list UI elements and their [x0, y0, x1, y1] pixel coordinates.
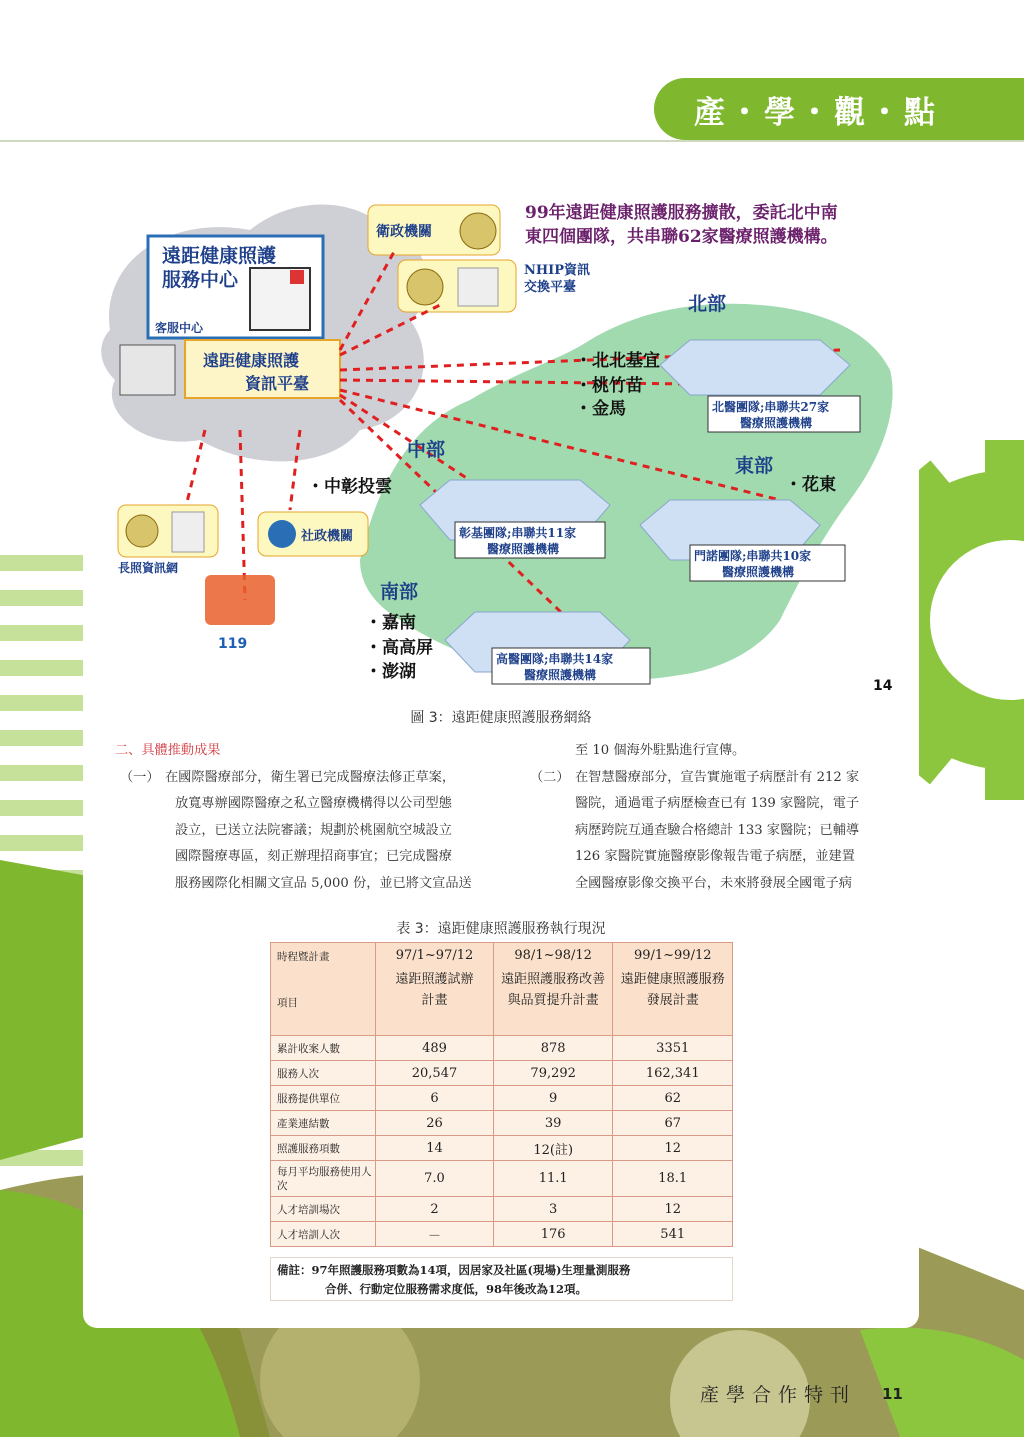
left-text-column: [115, 738, 495, 897]
region-south-area-2: ・高高屏: [365, 638, 433, 658]
table-row: [271, 1086, 733, 1111]
column-period: 97/1~97/12: [395, 948, 474, 963]
nhip-line2: 交換平臺: [524, 280, 577, 295]
table-corner-cell: [271, 943, 376, 1036]
table-cell: 26: [376, 1111, 494, 1136]
region-south-area-3: ・澎湖: [365, 662, 416, 682]
table-cell: 878: [493, 1036, 613, 1061]
table-cell: 3: [493, 1197, 613, 1222]
table-cell: －: [376, 1222, 494, 1247]
paragraph-line: 126 家醫院實施醫療影像報告電子病歷，並建置: [575, 849, 855, 864]
section-header-title: 產・學・觀・點: [694, 94, 939, 131]
central-team-line2: 醫療照護機構: [487, 542, 560, 556]
footer-publication-title: 產學合作特刊: [700, 1384, 857, 1406]
section-header-band: [654, 78, 1024, 140]
table-row: [271, 1111, 733, 1136]
table-cell: 2: [376, 1197, 494, 1222]
row-label: 累計收案人數: [271, 1036, 376, 1061]
row-label: 每月平均服務使用人次: [271, 1161, 376, 1197]
table-cell: 489: [376, 1036, 494, 1061]
table-row: [271, 1161, 733, 1197]
table-caption: 表 3：遠距健康照護服務執行現況: [396, 921, 606, 937]
east-team-line1: 門諾團隊;串聯共10家: [694, 549, 812, 563]
emergency-label: 119: [218, 636, 248, 652]
table-cell: 20,547: [376, 1061, 494, 1086]
footer-page-number: 11: [882, 1385, 903, 1403]
platform-line1: 遠距健康照護: [203, 351, 300, 370]
paragraph-line: 全國醫療影像交換平台，未來將發展全國電子病: [575, 875, 852, 891]
column-plan: 遠距健康照護服務發展計畫: [620, 972, 725, 1008]
server-icon: [172, 512, 204, 552]
row-label: 照護服務項數: [271, 1136, 376, 1161]
table-row: [271, 1197, 733, 1222]
note-line2: 合併、行動定位服務需求度低，98年後改為12項。: [325, 1282, 588, 1296]
figure-caption: 圖 3：遠距健康照護服務網絡: [410, 710, 592, 726]
paragraph-line: 服務國際化相關文宣品 5,000 份，並已將文宣品送: [175, 875, 472, 891]
column-header: [493, 943, 613, 1036]
row-label: 服務提供單位: [271, 1086, 376, 1111]
seal-icon: [407, 269, 443, 305]
table-row: [271, 1036, 733, 1061]
table-cell: 39: [493, 1111, 613, 1136]
paragraph-line: 設立，已送立法院審議；規劃於桃園航空城設立: [175, 822, 452, 838]
paragraph-line: 在智慧醫療部分，宣告實施電子病歷計有 212 家: [575, 769, 860, 785]
region-central-area-1: ・中彰投雲: [307, 477, 392, 497]
region-central-name: 中部: [407, 439, 446, 461]
table-cell: 7.0: [376, 1161, 494, 1197]
column-period: 99/1~99/12: [633, 948, 712, 963]
emergency-icon: [205, 575, 275, 625]
health-agency-label: 衛政機關: [376, 224, 432, 240]
row-label: 產業連結數: [271, 1111, 376, 1136]
table-cell: 67: [613, 1111, 733, 1136]
slide-number: 14: [873, 678, 893, 694]
table-cell: 12(註): [493, 1136, 613, 1161]
table-cell: 6: [376, 1086, 494, 1111]
table-cell: 162,341: [613, 1061, 733, 1086]
table-cell: 12: [613, 1136, 733, 1161]
right-text-column: [520, 738, 900, 897]
table-row: [271, 1061, 733, 1086]
seal-icon: [460, 213, 496, 249]
table-cell: 9: [493, 1086, 613, 1111]
table-row: [271, 1136, 733, 1161]
continued-line: 至 10 個海外駐點進行宣傳。: [575, 743, 746, 758]
table-cell: 11.1: [493, 1161, 613, 1197]
table-header-row: [271, 943, 733, 1036]
paragraph-one: [115, 765, 495, 898]
table-cell: 176: [493, 1222, 613, 1247]
table-cell: 3351: [613, 1036, 733, 1061]
region-north-area-2: ・桃竹苗: [575, 376, 643, 396]
social-agency-icon: [268, 520, 296, 548]
paragraph-two-label: （二）: [530, 769, 570, 785]
ltc-label: 長照資訊網: [118, 561, 179, 575]
region-south-area-1: ・嘉南: [365, 613, 416, 633]
server-icon: [120, 345, 175, 395]
header-rule: [0, 140, 1024, 142]
social-agency-label: 社政機關: [301, 529, 354, 544]
east-team-line2: 醫療照護機構: [722, 565, 795, 579]
nhip-line1: NHIP資訊: [524, 263, 591, 278]
seal-icon: [126, 515, 158, 547]
paragraph-line: 在國際醫療部分，衛生署已完成醫療法修正草案，: [165, 769, 456, 785]
central-team-line1: 彰基團隊;串聯共11家: [459, 526, 577, 540]
row-label: 服務人次: [271, 1061, 376, 1086]
north-hospital-hex: [660, 340, 850, 395]
table-note: [270, 1257, 733, 1301]
column-header: [376, 943, 494, 1036]
platform-line2: 資訊平臺: [245, 374, 310, 393]
region-north-area-1: ・北北基宜: [575, 351, 660, 371]
south-team-line2: 醫療照護機構: [524, 668, 597, 682]
region-east-area-1: ・花東: [785, 475, 836, 495]
table-cell: 79,292: [493, 1061, 613, 1086]
paragraph-one-label: （一）: [120, 769, 160, 785]
paragraph-two: [520, 765, 900, 898]
paragraph-line: 放寬專辦國際醫療之私立醫療機構得以公司型態: [175, 796, 452, 811]
corner-bottom-label: 項目: [277, 997, 298, 1009]
row-label: 人才培訓場次: [271, 1197, 376, 1222]
paragraph-line: 國際醫療專區，刻正辦理招商事宜；已完成醫療: [175, 849, 452, 864]
region-north-area-3: ・金馬: [575, 399, 626, 419]
customer-service-label: 客服中心: [155, 321, 204, 335]
service-stats-table: [270, 942, 733, 1247]
service-center-line1: 遠距健康照護: [162, 245, 277, 267]
column-period: 98/1~98/12: [514, 948, 592, 963]
corner-top-label: 時程暨計畫: [277, 951, 330, 963]
table-cell: 12: [613, 1197, 733, 1222]
column-plan: 遠距照護試辦計畫: [395, 972, 474, 1008]
column-header: [613, 943, 733, 1036]
note-line1: 備註：97年照護服務項數為14項，因居家及社區(現場)生理量測服務: [277, 1263, 631, 1277]
south-team-line1: 高醫團隊;串聯共14家: [496, 652, 614, 666]
table-row: [271, 1222, 733, 1247]
table-cell: 541: [613, 1222, 733, 1247]
table-cell: 14: [376, 1136, 494, 1161]
service-center-line2: 服務中心: [162, 269, 239, 291]
column-plan: 遠距照護服務改善與品質提升計畫: [501, 972, 606, 1008]
region-north-name: 北部: [688, 293, 727, 315]
figure-heading-line1: 99年遠距健康照護服務擴散，委託北中南: [525, 203, 838, 223]
region-south-name: 南部: [380, 581, 419, 603]
row-label: 人才培訓人次: [271, 1222, 376, 1247]
paragraph-line: 病歷跨院互通查驗合格總計 133 家醫院；已輔導: [575, 822, 860, 838]
section-title: 二、具體推動成果: [115, 743, 221, 758]
north-team-line1: 北醫團隊;串聯共27家: [712, 400, 830, 414]
network-diagram: [100, 190, 900, 700]
region-east-name: 東部: [735, 455, 774, 477]
table-cell: 62: [613, 1086, 733, 1111]
table-cell: 18.1: [613, 1161, 733, 1197]
figure-heading-line2: 東四個團隊，共串聯62家醫療照護機構。: [525, 227, 838, 247]
network-switch-icon: [458, 268, 498, 306]
paragraph-line: 醫院，通過電子病歷檢查已有 139 家醫院，電子: [575, 796, 860, 811]
north-team-line2: 醫療照護機構: [740, 416, 813, 430]
